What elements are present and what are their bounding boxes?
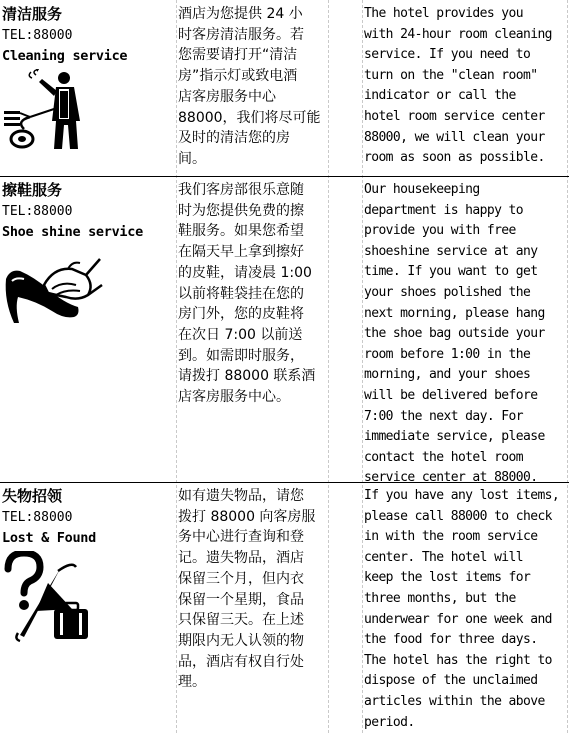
service-description-en: Our housekeeping department is happy to provide you with free shoeshine service at any time. If you want to get your shoes polished the next morning, please hang the shoe bag outside your room before 1:00 in the morning, and your shoes will be delivered before 7:00 the next day. For immediate service, please contact the hotel room service center at 88000. — [364, 182, 545, 486]
service-description-en: If you have any lost items, please call 88000 to check in with the room service center. The hotel will keep the lost items for three months, but the underwear for one week and the food for three days. The hotel has the right to dispose of the unclaimed articles within the above period. — [364, 488, 560, 730]
service-row-lost-and-found — [0, 482, 569, 733]
service-row-cleaning — [0, 0, 569, 176]
service-title-en: Shoe shine service — [2, 224, 143, 240]
service-phone: TEL:88000 — [2, 204, 73, 219]
service-description-zh: 我们客房部很乐意随 时为您提供免费的擦 鞋服务。如果您希望 在隔天早上拿到擦好 的皮鞋，请凌晨 1:00 以前将鞋袋挂在您的 房门外，您的皮鞋将 在次日 7:00 以前送 到。如需即时服务， 请拨打 88000 联系酒 店客房服务中心。 — [178, 182, 316, 406]
service-title-en: Cleaning service — [2, 48, 128, 64]
shoe-shine-icon — [2, 245, 106, 327]
service-phone: TEL:88000 — [2, 510, 73, 525]
service-phone: TEL:88000 — [2, 28, 73, 43]
service-title-zh: 清洁服务 — [2, 5, 63, 23]
service-description-en: The hotel provides you with 24-hour room cleaning service. If you need to turn on the "clean room" indicator or call the hotel room service center 88000, we will clean your room as soon as possible. — [364, 6, 552, 166]
cleaning-staff-icon — [2, 69, 92, 155]
service-heading — [2, 180, 172, 327]
service-description-zh: 酒店为您提供 24 小 时客房清洁服务。若 您需要请打开“清洁 房”指示灯或致电酒 店客房服务中心 88000，我们将尽可能 及时的清洁您的房 间。 — [178, 6, 321, 167]
lost-and-found-icon — [2, 551, 92, 643]
service-row-shoe-shine — [0, 176, 569, 486]
service-description-zh: 如有遗失物品，请您 拨打 88000 向客房服 务中心进行查询和登 记。遗失物品，酒店 保留三个月，但内衣 保留一个星期，食品 只保留三天。在上述 期限内无人认领的物 品，酒店有权自行处 理。 — [178, 488, 316, 691]
service-title-zh: 擦鞋服务 — [2, 181, 63, 199]
service-heading — [2, 4, 172, 155]
service-title-en: Lost & Found — [2, 530, 96, 546]
service-heading — [2, 486, 172, 643]
service-title-zh: 失物招领 — [2, 487, 63, 505]
